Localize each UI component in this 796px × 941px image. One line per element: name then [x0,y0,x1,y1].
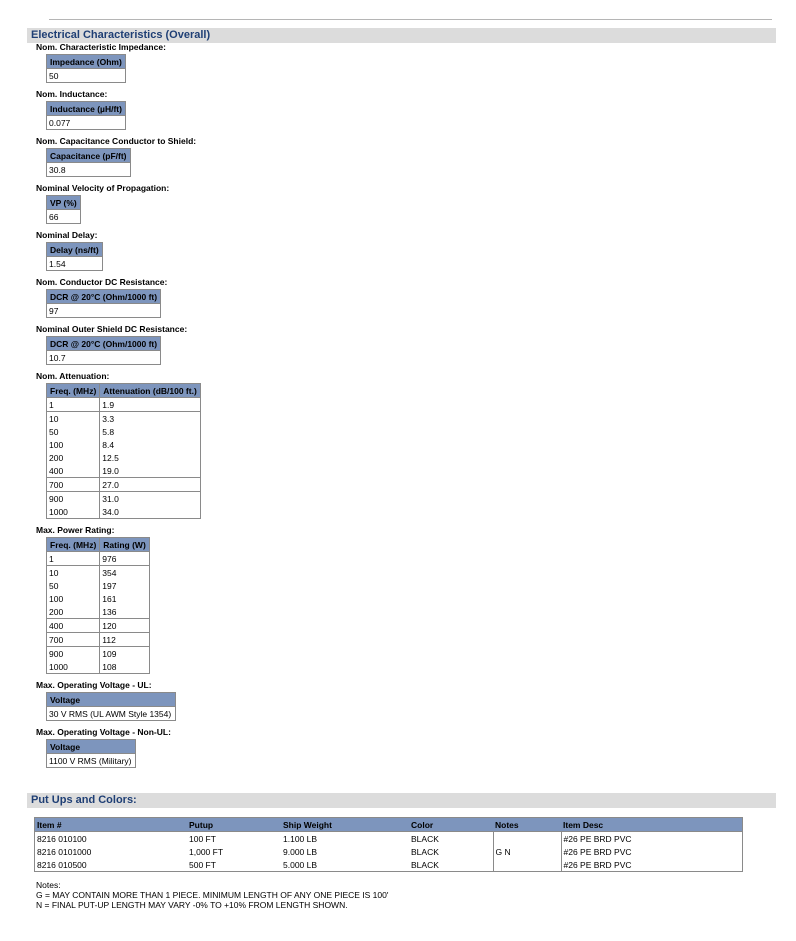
putups-header-desc: Item Desc [561,818,742,832]
voltage-ul-value: 30 V RMS (UL AWM Style 1354) [47,707,176,721]
power-freq: 1 [47,552,100,566]
item-number: 8216 010500 [37,859,87,870]
inductance-header: Inductance (µH/ft) [47,102,126,116]
power-label: Max. Power Rating: [36,525,115,535]
vp-label: Nominal Velocity of Propagation: [36,183,170,193]
attenuation-freq: 1000 [47,505,100,519]
shield-dcr-block [36,324,436,365]
item-desc: #26 PE BRD PVC [563,833,632,844]
color: BLACK [411,846,439,857]
putups-table [34,817,743,872]
notes [493,858,561,871]
voltage-ul-table [46,692,176,721]
electrical-characteristics [36,42,436,774]
electrical-section-title: Electrical Characteristics (Overall) [27,28,776,43]
power-value-header: Rating (W) [100,538,150,552]
dcr-label: Nom. Conductor DC Resistance: [36,277,168,287]
putups-header-item: Item # [35,818,187,832]
impedance-table [46,54,126,83]
impedance-header: Impedance (Ohm) [47,55,126,69]
impedance-value: 50 [47,69,126,83]
notes-title: Notes: [36,880,61,890]
capacitance-label: Nom. Capacitance Conductor to Shield: [36,136,197,146]
power-freq: 400 [47,619,100,633]
inductance-value: 0.077 [47,116,126,130]
impedance-block [36,42,436,83]
power-freq: 900 [47,647,100,661]
shield-dcr-value: 10.7 [47,351,161,365]
attenuation-value: 1.9 [100,398,201,412]
item-desc: #26 PE BRD PVC [563,846,632,857]
notes-block [36,880,388,910]
power-value: 112 [100,633,150,647]
putups-header-putup: Putup [187,818,281,832]
table-row [35,845,742,858]
inductance-table [46,101,126,130]
power-freq: 200 [47,605,100,619]
attenuation-value: 31.0 [100,492,201,506]
voltage-ul-block [36,680,436,721]
impedance-label: Nom. Characteristic Impedance: [36,42,166,52]
attenuation-freq: 50 [47,425,100,438]
voltage-nonul-table [46,739,136,768]
vp-block [36,183,436,224]
delay-table [46,242,103,271]
attenuation-value: 5.8 [100,425,201,438]
voltage-ul-header: Voltage [47,693,176,707]
item-number: 8216 010100 [37,833,87,844]
power-value: 120 [100,619,150,633]
putups-header-color: Color [409,818,493,832]
power-freq: 1000 [47,660,100,674]
voltage-nonul-block [36,727,436,768]
attenuation-block [36,371,436,519]
delay-label: Nominal Delay: [36,230,98,240]
dcr-header: DCR @ 20°C (Ohm/1000 ft) [47,290,161,304]
vp-value: 66 [47,210,81,224]
putup: 500 FT [189,859,216,870]
color: BLACK [411,833,439,844]
table-row [35,832,742,846]
attenuation-value: 34.0 [100,505,201,519]
power-freq: 100 [47,592,100,605]
capacitance-value: 30.8 [47,163,131,177]
top-rule [49,19,772,20]
attenuation-value: 19.0 [100,464,201,478]
color: BLACK [411,859,439,870]
table-row [35,858,742,871]
notes [493,832,561,846]
power-block [36,525,436,674]
attenuation-value: 3.3 [100,412,201,426]
item-number: 8216 0101000 [37,846,92,857]
attenuation-freq: 900 [47,492,100,506]
attenuation-freq: 700 [47,478,100,492]
power-freq-header: Freq. (MHz) [47,538,100,552]
capacitance-header: Capacitance (pF/ft) [47,149,131,163]
attenuation-value: 8.4 [100,438,201,451]
shield-dcr-table [46,336,161,365]
note-line: G = MAY CONTAIN MORE THAN 1 PIECE. MINIMUM LENGTH OF ANY ONE PIECE IS 100' [36,890,389,900]
dcr-value: 97 [47,304,161,318]
voltage-ul-label: Max. Operating Voltage - UL: [36,680,152,690]
power-value: 197 [100,579,150,592]
delay-block [36,230,436,271]
dcr-table [46,289,161,318]
item-desc: #26 PE BRD PVC [563,859,632,870]
attenuation-table [46,383,201,519]
notes: G N [493,845,561,858]
vp-table [46,195,81,224]
attenuation-freq: 400 [47,464,100,478]
capacitance-block [36,136,436,177]
voltage-nonul-value: 1100 V RMS (Military) [47,754,136,768]
attenuation-label: Nom. Attenuation: [36,371,110,381]
power-table [46,537,150,674]
power-value: 354 [100,566,150,580]
voltage-nonul-label: Max. Operating Voltage - Non-UL: [36,727,171,737]
note-line: N = FINAL PUT-UP LENGTH MAY VARY -0% TO +10% FROM LENGTH SHOWN. [36,900,348,910]
power-freq: 700 [47,633,100,647]
attenuation-freq: 1 [47,398,100,412]
attenuation-freq: 100 [47,438,100,451]
ship-weight: 5.000 LB [283,859,318,870]
putups-header-weight: Ship Weight [281,818,409,832]
power-value: 976 [100,552,150,566]
dcr-block [36,277,436,318]
putup: 1,000 FT [189,846,224,857]
voltage-nonul-header: Voltage [47,740,136,754]
putup: 100 FT [189,833,216,844]
attenuation-value: 27.0 [100,478,201,492]
ship-weight: 1.100 LB [283,833,318,844]
ship-weight: 9.000 LB [283,846,318,857]
shield-dcr-label: Nominal Outer Shield DC Resistance: [36,324,188,334]
attenuation-value-header: Attenuation (dB/100 ft.) [100,384,201,398]
power-value: 108 [100,660,150,674]
attenuation-freq-header: Freq. (MHz) [47,384,100,398]
power-freq: 50 [47,579,100,592]
attenuation-value: 12.5 [100,451,201,464]
delay-header: Delay (ns/ft) [47,243,103,257]
capacitance-table [46,148,131,177]
attenuation-freq: 10 [47,412,100,426]
power-value: 161 [100,592,150,605]
power-value: 109 [100,647,150,661]
power-value: 136 [100,605,150,619]
inductance-block [36,89,436,130]
shield-dcr-header: DCR @ 20°C (Ohm/1000 ft) [47,337,161,351]
vp-header: VP (%) [47,196,81,210]
inductance-label: Nom. Inductance: [36,89,108,99]
delay-value: 1.54 [47,257,103,271]
attenuation-freq: 200 [47,451,100,464]
putups-header-notes: Notes [493,818,561,832]
power-freq: 10 [47,566,100,580]
putups-section-title: Put Ups and Colors: [27,793,776,808]
